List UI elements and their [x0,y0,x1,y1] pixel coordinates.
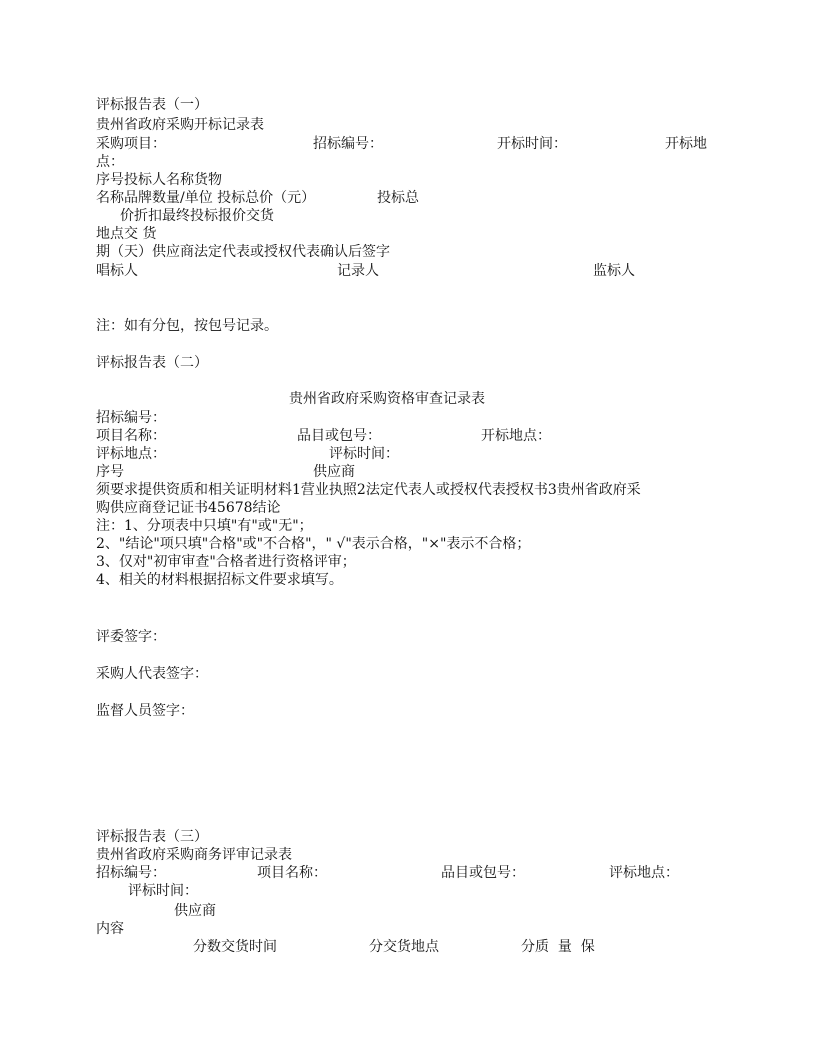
section1-title: 贵州省政府采购开标记录表 [96,117,264,133]
s3-content: 内容 [96,921,124,937]
s2-open-place: 开标地点： [481,428,551,444]
section3-title: 贵州省政府采购商务评审记录表 [96,847,292,863]
table-header-row3: 价折扣最终投标报价交货 [120,208,274,224]
s2-supplier: 供应商 [313,464,355,480]
s2-item-or-pack: 品目或包号： [297,428,381,444]
s3-col-c: 分质 量 保 [521,939,595,955]
s2-requirement-line1: 须要求提供资质和相关证明材料1营业执照2法定代表人或授权代表授权书3贵州省政府采 [96,482,641,498]
signer-announcer: 唱标人 [96,263,138,279]
section1-note: 注：如有分包，按包号记录。 [96,318,278,334]
s2-eval-place: 评标地点： [96,446,166,462]
s3-supplier: 供应商 [174,903,216,919]
section1-heading: 评标报告表（一） [96,97,208,113]
signer-supervisor: 监标人 [593,263,635,279]
sign-purchaser: 采购人代表签字： [96,666,208,682]
field-open-place: 开标地 [665,136,707,152]
field-project: 采购项目： [96,136,166,152]
s2-project-name: 项目名称： [96,428,166,444]
s3-eval-place: 评标地点： [609,865,679,881]
section2-heading: 评标报告表（二） [96,355,208,371]
s2-note-4: 4、相关的材料根据招标文件要求填写。 [96,572,343,588]
s2-note-3: 3、仅对"初审审查"合格者进行资格评审； [96,554,356,570]
field-bid-no: 招标编号： [313,136,383,152]
section2-title: 贵州省政府采购资格审查记录表 [289,391,485,407]
table-header-row2b: 投标总 [377,190,419,206]
table-header-row1: 序号投标人名称货物 [96,172,222,188]
table-header-row5: 期（天）供应商法定代表或授权代表确认后签字 [96,244,390,260]
s3-item-or-pack: 品目或包号： [441,865,525,881]
sign-supervisor: 监督人员签字： [96,703,194,719]
s2-note-2: 2、"结论"项只填"合格"或"不合格"，" √"表示合格，"×"表示不合格； [96,536,531,552]
s2-eval-time: 评标时间： [329,446,399,462]
s2-note-1: 注：1、分项表中只填"有"或"无"； [96,518,313,534]
s3-project-name: 项目名称： [257,865,327,881]
s3-bid-no: 招标编号： [96,865,166,881]
section3-heading: 评标报告表（三） [96,829,208,845]
s2-requirement-line2: 购供应商登记证书45678结论 [96,500,281,516]
field-open-time: 开标时间： [497,136,567,152]
s3-eval-time: 评标时间： [128,883,198,899]
s2-serial: 序号 [96,464,124,480]
table-header-row4: 地点交 货 [96,226,157,242]
field-open-place-cont: 点： [96,154,124,170]
sign-committee: 评委签字： [96,629,166,645]
table-header-row2a: 名称品牌数量/单位 投标总价（元） [96,190,316,206]
s2-bid-no: 招标编号： [96,410,166,426]
signer-recorder: 记录人 [337,263,379,279]
s3-col-a: 分数交货时间 [193,939,277,955]
s3-col-b: 分交货地点 [369,939,439,955]
